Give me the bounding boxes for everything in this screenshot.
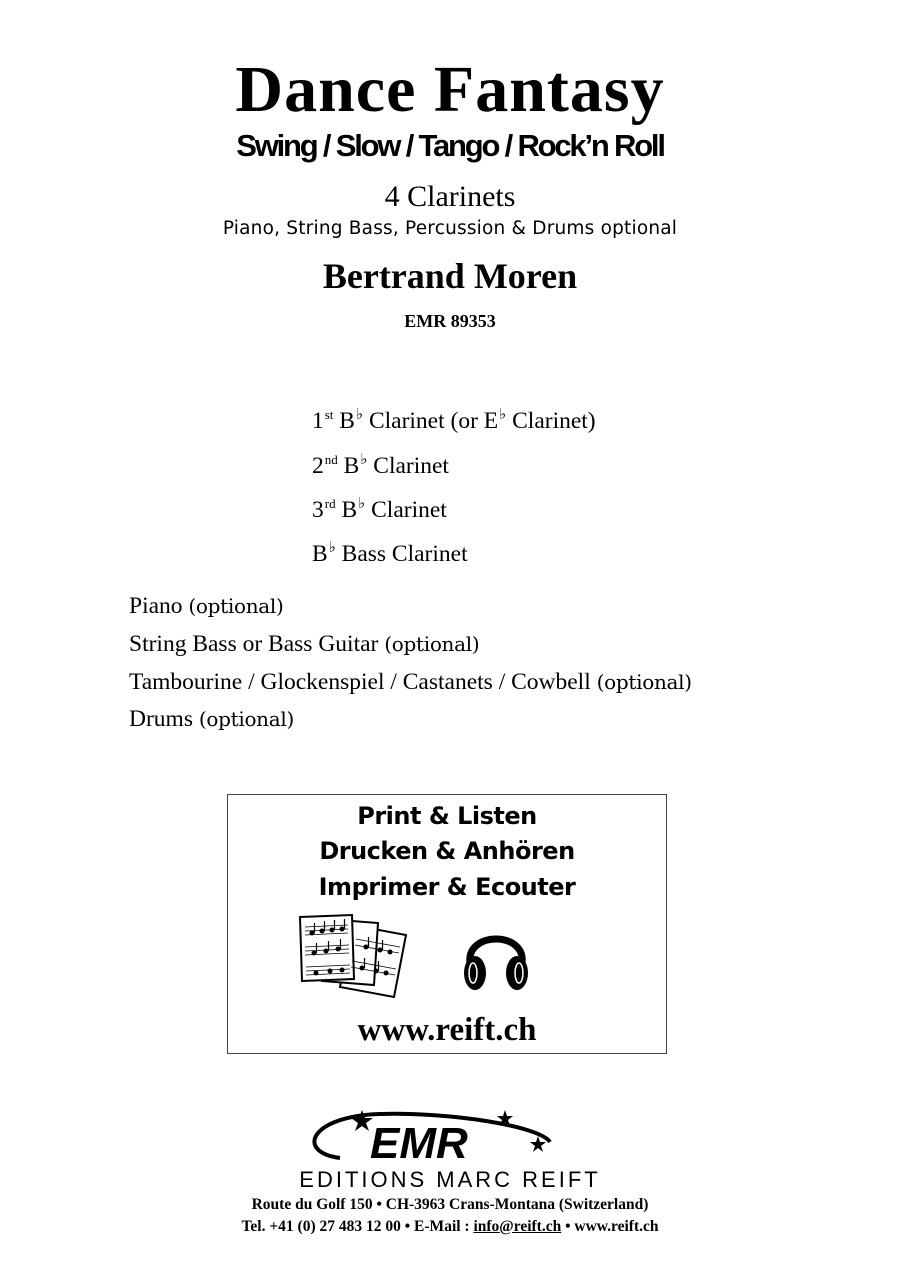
flat-symbol: ♭ xyxy=(360,451,368,468)
svg-text:EMR: EMR xyxy=(370,1119,468,1166)
optional-part: Piano (optional) xyxy=(129,593,284,619)
promo-line-french: Imprimer & Ecouter xyxy=(318,873,576,901)
part-line-1: 1st B♭ Clarinet (or E♭ Clarinet) xyxy=(312,407,596,434)
print-listen-box xyxy=(227,794,667,1054)
publisher-name: EDITIONS MARC REIFT xyxy=(299,1167,601,1192)
optional-part: Tambourine / Glockenspiel / Castanets / Cowbell (optional) xyxy=(129,668,692,695)
composer-name: Bertrand Moren xyxy=(322,256,578,296)
promo-line-german: Drucken & Anhören xyxy=(319,837,575,865)
publisher-address: Route du Golf 150 • CH-3963 Crans-Montana (Switzerland) xyxy=(251,1196,649,1213)
subtitle: Swing / Slow / Tango / Rock’n Roll xyxy=(236,128,664,163)
website-url[interactable]: www.reift.ch xyxy=(357,1012,537,1048)
headphones-icon xyxy=(460,917,532,995)
parts-list xyxy=(312,396,596,573)
part-line-4: B♭ Bass Clarinet xyxy=(312,539,468,567)
optional-parts-list xyxy=(129,588,692,739)
catalog-number: EMR 89353 xyxy=(404,311,496,331)
part-line-2: 2nd B♭ Clarinet xyxy=(312,451,449,479)
promo-line-english: Print & Listen xyxy=(357,802,537,830)
part-line-3: 3rd B♭ Clarinet xyxy=(312,496,447,523)
flat-symbol: ♭ xyxy=(358,496,366,512)
optional-part: Drums (optional) xyxy=(129,706,294,733)
flat-symbol: ♭ xyxy=(328,539,336,556)
optional-instruments: Piano, String Bass, Percussion & Drums optional xyxy=(222,218,678,239)
instrumentation: 4 Clarinets xyxy=(384,180,516,213)
page-title: Dance Fantasy xyxy=(235,53,665,126)
publisher-contact: Tel. +41 (0) 27 483 12 00 • E-Mail : info@reift.ch • www.reift.ch xyxy=(241,1218,659,1235)
flat-symbol: ♭ xyxy=(499,407,507,423)
optional-part: String Bass or Bass Guitar (optional) xyxy=(129,630,480,657)
email-link[interactable]: info@reift.ch xyxy=(473,1218,562,1235)
flat-symbol: ♭ xyxy=(355,407,364,423)
sheet-music-icon xyxy=(296,913,412,1001)
emr-logo xyxy=(300,1108,600,1166)
